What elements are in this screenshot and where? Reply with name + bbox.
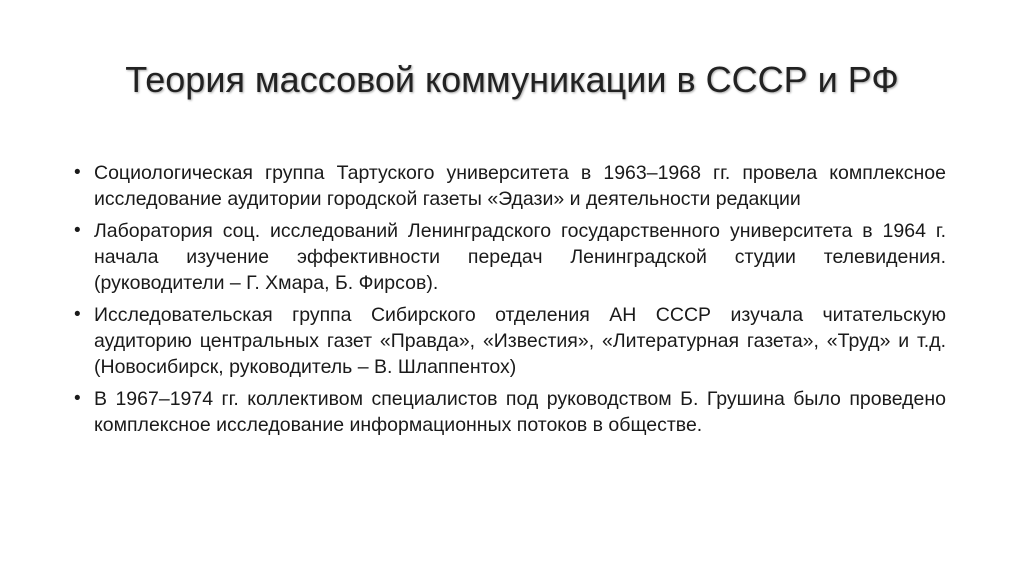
bullet-text: Исследовательская группа Сибирского отделения АН СССР изучала читательскую аудиторию центральных газет «Правда», «Известия», «Литературная газета», «Труд» и т.д. (Новосибирск, руководитель – В. Шлаппентох) (94, 304, 946, 378)
bullet-item (74, 386, 946, 438)
slide-title: Теория массовой коммуникации в СССР и РФ (125, 59, 899, 100)
bullet-text: В 1967–1974 гг. коллективом специалистов под руководством Б. Грушина было проведено комплексное исследование информационных потоков в обществе. (94, 388, 946, 436)
bullet-item (74, 302, 946, 380)
bullet-icon: • (74, 388, 81, 409)
bullet-icon: • (74, 304, 81, 325)
bullet-text: Социологическая группа Тартуского университета в 1963–1968 гг. провела комплексное исследование аудитории городской газеты «Эдази» и деятельности редакции (94, 162, 946, 210)
bullet-text: Лаборатория соц. исследований Ленинградского государственного университета в 1964 г. начала изучение эффективности передач Ленинградской студии телевидения. (руководители – Г. Хмара, Б. Фирсов). (94, 220, 946, 294)
bullet-item (74, 160, 946, 212)
bullet-icon: • (74, 220, 81, 241)
bullet-list (74, 160, 946, 444)
bullet-icon: • (74, 162, 81, 183)
bullet-item (74, 218, 946, 296)
